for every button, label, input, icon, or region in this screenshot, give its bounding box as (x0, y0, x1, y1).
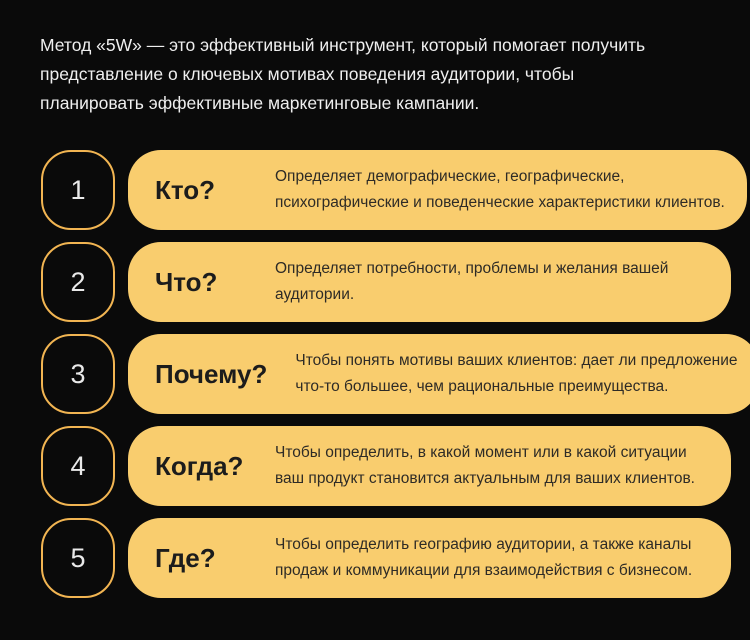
list-item (41, 150, 731, 230)
intro-line: планировать эффективные маркетинговые кампании. (40, 93, 480, 113)
question-title: Где? (155, 542, 216, 573)
step-number-badge: 3 (41, 334, 115, 414)
list-item (41, 426, 731, 506)
step-number-badge: 4 (41, 426, 115, 506)
question-description (275, 164, 725, 216)
description-line: ваш продукт становится актуальным для ваших клиентов. (275, 470, 695, 487)
step-number-badge: 5 (41, 518, 115, 598)
description-line: что-то большее, чем рациональные преимущества. (295, 378, 669, 395)
question-card (128, 150, 747, 230)
list-item (41, 242, 731, 322)
description-line: аудитории. (275, 286, 355, 303)
description-line: психографические и поведенческие характеристики клиентов. (275, 194, 725, 211)
intro-text (40, 31, 714, 118)
intro-line: Метод «5W» — это эффективный инструмент, который помогает получить (40, 35, 646, 55)
step-number-badge: 1 (41, 150, 115, 230)
question-card (128, 242, 731, 322)
question-title: Кто? (155, 174, 216, 205)
question-description (275, 440, 695, 492)
question-card (128, 518, 731, 598)
question-card (128, 334, 750, 414)
description-line: Чтобы определить, в какой момент или в какой ситуации (275, 444, 687, 461)
question-card (128, 426, 731, 506)
step-number-badge: 2 (41, 242, 115, 322)
intro-line: представление о ключевых мотивах поведения аудитории, чтобы (40, 64, 575, 84)
list-item (41, 334, 738, 414)
description-line: Определяет потребности, проблемы и желания вашей (275, 260, 669, 277)
list-item (41, 518, 731, 598)
question-description (295, 348, 737, 400)
question-description (275, 256, 668, 308)
five-w-list (0, 150, 750, 598)
description-line: Чтобы определить географию аудитории, а также каналы (275, 536, 692, 553)
description-line: Определяет демографические, географические, (275, 168, 625, 185)
description-line: продаж и коммуникации для взаимодействия с бизнесом. (275, 562, 693, 579)
description-line: Чтобы понять мотивы ваших клиентов: дает ли предложение (295, 352, 738, 369)
question-title: Почему? (155, 358, 268, 389)
question-title: Когда? (155, 450, 244, 481)
question-title: Что? (155, 266, 218, 297)
question-description (275, 532, 692, 584)
